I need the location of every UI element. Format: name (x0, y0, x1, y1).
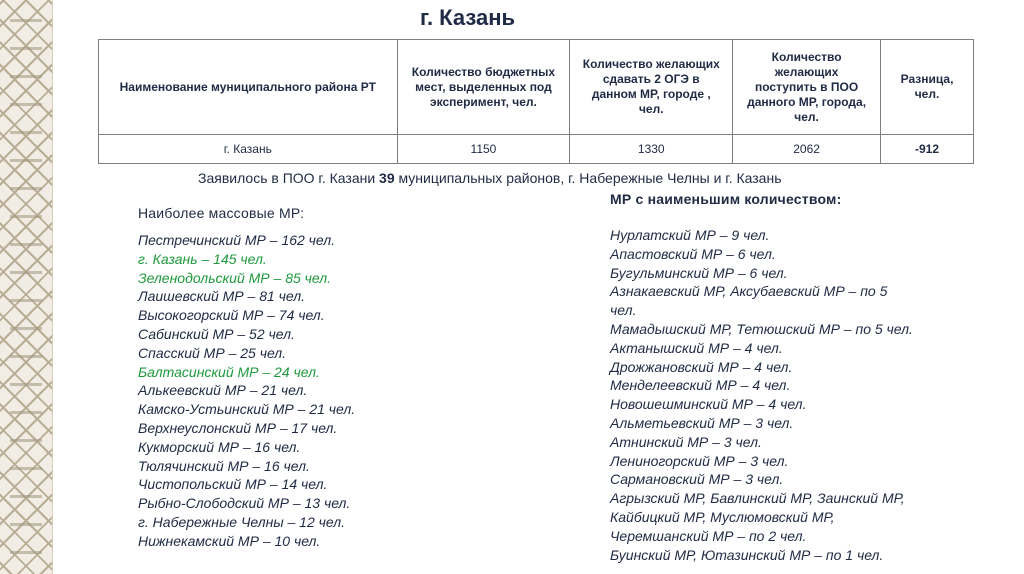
list-item: Спасский МР – 25 чел. (138, 344, 287, 361)
most-districts-column (138, 205, 355, 551)
list-item: Лениногорский МР – 3 чел. (610, 452, 789, 469)
header-district: Наименование муниципального района РТ (99, 40, 398, 135)
list-item: Высокогорский МР – 74 чел. (138, 307, 325, 324)
list-item: Кайбицкий МР, Муслюмовский МР, (610, 508, 835, 525)
list-item: Алькеевский МР – 21 чел. (138, 382, 308, 399)
list-item: Актанышский МР – 4 чел. (610, 339, 783, 356)
list-item: Атнинский МР – 3 чел. (610, 433, 762, 450)
list-item: Кукморский МР – 16 чел. (138, 438, 301, 455)
list-item: Апастовский МР – 6 чел. (610, 245, 776, 262)
summary-text-start: Заявилось в ПОО г. Казани (198, 170, 380, 186)
list-item: Зеленодольский МР – 85 чел. (138, 269, 332, 286)
cell-poo-applicants: 2062 (733, 135, 881, 164)
list-item: Тюлячинский МР – 16 чел. (138, 457, 310, 474)
list-item: чел. (610, 302, 637, 319)
list-item: Агрызский МР, Бавлинский МР, Заинский МР, (610, 490, 905, 507)
most-districts-heading: Наиболее массовые МР: (138, 205, 305, 221)
cell-difference: -912 (881, 135, 974, 164)
header-budget-places: Количество бюджетных мест, выделенных под эксперимент, чел. (397, 40, 570, 135)
list-item: Балтасинский МР – 24 чел. (138, 363, 320, 380)
list-item: Камско-Устьинский МР – 21 чел. (138, 401, 356, 418)
header-oge-applicants: Количество желающих сдавать 2 ОГЭ в данном МР, городе , чел. (570, 40, 733, 135)
table-header-row (99, 40, 974, 135)
stats-table (98, 39, 974, 164)
list-item: Нурлатский МР – 9 чел. (610, 227, 770, 243)
list-item: Сармановский МР – 3 чел. (610, 471, 784, 488)
list-item: Лаишевский МР – 81 чел. (138, 288, 306, 305)
list-item: Пестречинский МР – 162 чел. (138, 232, 336, 248)
summary-count: 39 (379, 170, 395, 186)
list-item: Рыбно-Слободский МР – 13 чел. (138, 495, 351, 512)
list-item: Сабинский МР – 52 чел. (138, 325, 295, 342)
cell-district: г. Казань (99, 135, 398, 164)
page-title: г. Казань (420, 5, 516, 30)
header-poo-applicants: Количество желающих поступить в ПОО данного МР, города, чел. (733, 40, 881, 135)
cell-budget-places: 1150 (397, 135, 570, 164)
most-districts-list (138, 231, 355, 551)
list-item: Верхнеуслонский МР – 17 чел. (138, 419, 338, 436)
list-item: Мамадышский МР, Тетюшский МР – по 5 чел. (610, 320, 913, 337)
list-item: г. Казань – 145 чел. (138, 250, 267, 267)
list-item: г. Набережные Челны – 12 чел. (138, 513, 345, 530)
list-item: Черемшанский МР – по 2 чел. (610, 527, 807, 544)
decorative-border-pattern (10, 0, 42, 574)
list-item: Бугульминский МР – 6 чел. (610, 264, 788, 281)
list-item: Дрожжановский МР – 4 чел. (610, 358, 793, 375)
least-districts-list (610, 226, 913, 564)
least-districts-column (610, 191, 913, 564)
header-difference: Разница, чел. (881, 40, 974, 135)
table-row (99, 135, 974, 164)
least-districts-heading: МР с наименьшим количеством: (610, 191, 842, 207)
summary-text-end: муниципальных районов, г. Набережные Челны и г. Казань (394, 170, 782, 186)
cell-oge-applicants: 1330 (570, 135, 733, 164)
summary-line (198, 170, 782, 186)
list-item: Новошешминский МР – 4 чел. (610, 396, 807, 413)
list-item: Буинский МР, Ютазинский МР – по 1 чел. (610, 546, 884, 563)
list-item: Менделеевский МР – 4 чел. (610, 377, 791, 394)
list-item: Чистопольский МР – 14 чел. (138, 476, 328, 493)
list-item: Нижнекамский МР – 10 чел. (138, 532, 321, 549)
decorative-border (0, 0, 53, 574)
list-item: Азнакаевский МР, Аксубаевский МР – по 5 (610, 283, 888, 300)
list-item: Альметьевский МР – 3 чел. (610, 414, 794, 431)
